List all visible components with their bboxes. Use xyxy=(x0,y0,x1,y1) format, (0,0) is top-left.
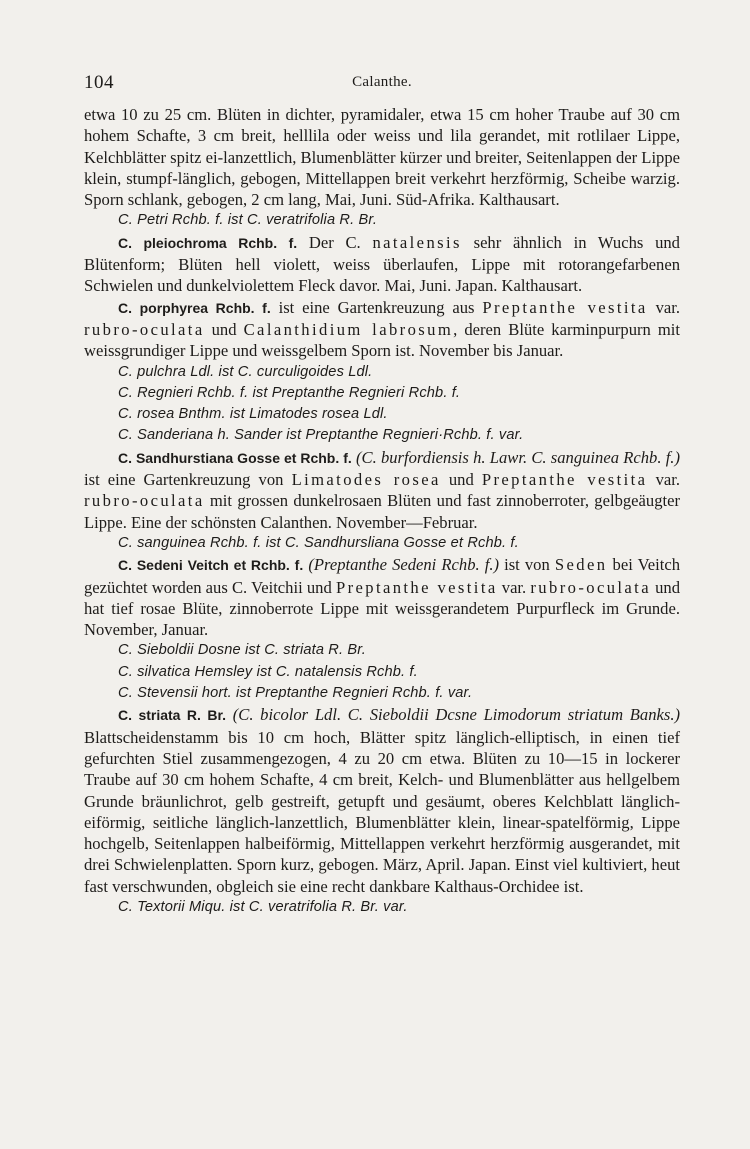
text-segment: var. xyxy=(647,297,680,317)
page-number: 104 xyxy=(84,72,114,93)
text-segment: und xyxy=(204,319,244,339)
synonym-citation: (C. burfordiensis h. Lawr. C. sanguinea Rchb. f.) xyxy=(356,447,680,467)
text-segment xyxy=(226,705,233,724)
synonym-line xyxy=(84,683,680,704)
species-entry xyxy=(84,447,680,533)
spaced-name: natalensis xyxy=(372,232,462,252)
spaced-name: rubro-oculata xyxy=(530,577,651,597)
synonym-line xyxy=(84,533,680,554)
text-segment: etwa 10 zu 25 cm. Blüten in dichter, pyramidaler, etwa 15 cm hoher Traube auf 30 cm hohem Schafte, 3 cm breit, helllila oder weiss und lila gerandet, mit rotlilaer Lippe, Kelchblätter spitz ei-lanzettlich, Blumenblätter kürzer und breiter, Seitenlappen der Lippe klein, stumpf-länglich, gebogen, Mittellappen breit verkehrt herzförmig, Scheibe warzig. Sporn schlank, gebogen, 2 cm lang, Mai, Juni. Süd-Afrika. Kalthausart. xyxy=(84,105,681,210)
species-entry xyxy=(84,704,680,897)
synonym-line xyxy=(84,404,680,425)
synonym-line xyxy=(84,640,680,661)
body-text xyxy=(84,104,680,918)
synonym-citation: (C. bicolor Ldl. C. Sieboldii Dcsne Limodorum striatum Banks.) xyxy=(232,705,680,725)
synonym-line xyxy=(84,210,680,231)
text-segment: und xyxy=(440,470,482,490)
spaced-name: rubro-oculata xyxy=(84,491,205,511)
text-segment: , deren Blüte karminpurpurn mit weissgrundiger Lippe und weissgelbem Sporn ist. November bis Januar. xyxy=(84,319,681,361)
text-segment: C. Textorii Miqu. ist C. veratrifolia R. Br. var. xyxy=(118,898,408,915)
text-segment: C. silvatica Hemsley ist C. natalensis Rchb. f. xyxy=(118,663,418,680)
species-name: C. Sandhurstiana Gosse et Rchb. f. xyxy=(118,449,352,466)
text-segment: C. Sanderiana h. Sander ist Preptanthe Regnieri·Rchb. f. var. xyxy=(118,427,524,444)
text-segment: Der C. xyxy=(297,232,373,252)
text-segment: C. sanguinea Rchb. f. ist C. Sandhursliana Gosse et Rchb. f. xyxy=(118,534,519,551)
species-entry xyxy=(84,297,680,362)
spaced-name: Preptanthe vestita xyxy=(335,577,498,597)
synonym-line xyxy=(84,425,680,446)
synonym-line xyxy=(84,383,680,404)
text-segment: Blattscheidenstamm bis 10 cm hoch, Blätter spitz länglich-elliptisch, in einen tief gefurchten Stiel zusammengezogen, 4 zu 20 cm etwa. Blüten zu 10—15 in lockerer Traube auf 30 cm hohem Schafte, 4 cm breit, Kelch- und Blumenblätter aus hellgelbem Grunde bräunlichrot, gelb gestreift, getupft und gesäumt, oberes Kelchblatt länglich-eiförmig, seitliche länglich-lanzettlich, Blumenblätter klein, linear-spatelförmig, Lippe hochgelb, Seitenlappen halbeiförmig, Mittellappen verkehrt herzförmig ausgerandet, mit drei Schwielenplatten. Sporn kurz, gebogen. März, April. Japan. Einst viel kultiviert, heut fast verschwunden, obgleich sie eine recht dankbare Kalthaus-Orchidee ist. xyxy=(84,727,680,896)
species-name: C. Sedeni Veitch et Rchb. f. xyxy=(118,557,304,574)
text-segment: bei Veitch gezüchtet worden aus C. Veitchii und xyxy=(84,555,680,597)
species-entry xyxy=(84,554,680,640)
species-name: C. striata R. Br. xyxy=(118,707,227,724)
text-segment: sehr ähnlich in Wuchs und Blütenform; Blüten hell violett, weiss überlaufen, Lippe mit rotorangefarbenen Schwielen und dunkelviolettem Fleck davor. Mai, Juni. Japan. Kalthausart. xyxy=(84,232,680,296)
text-segment: var. xyxy=(647,470,680,490)
continued-paragraph xyxy=(84,104,680,210)
text-segment: C. pulchra Ldl. ist C. curculigoides Ldl. xyxy=(118,363,373,380)
page-header xyxy=(84,72,680,96)
text-segment: ist von xyxy=(499,555,555,575)
text-segment: mit grossen dunkelrosaen Blüten und fast zinnoberroter, gelbgeäugter Lippe. Eine der schönsten Calanthen. November—Februar. xyxy=(84,491,680,532)
text-segment: C. Stevensii hort. ist Preptanthe Regnieri Rchb. f. var. xyxy=(118,685,473,702)
text-segment: C. Sieboldii Dosne ist C. striata R. Br. xyxy=(118,642,366,659)
species-name: C. pleiochroma Rchb. f. xyxy=(118,234,298,251)
text-segment: C. rosea Bnthm. ist Limatodes rosea Ldl. xyxy=(118,406,388,423)
species-name: C. porphyrea Rchb. f. xyxy=(118,299,271,316)
spaced-name: Calanthidium labrosum xyxy=(243,319,454,339)
synonym-line xyxy=(84,362,680,383)
species-entry xyxy=(84,232,680,297)
text-segment: und hat tief rosae Blüte, zinnoberrote Lippe mit weissgerandetem Purpurfleck im Grunde. November, Januar. xyxy=(84,577,681,640)
text-segment: C. Petri Rchb. f. ist C. veratrifolia R. Br. xyxy=(118,212,378,229)
synonym-citation: (Preptanthe Sedeni Rchb. f.) xyxy=(308,555,500,575)
running-head: Calanthe. xyxy=(352,74,412,90)
spaced-name: rubro-oculata xyxy=(84,319,205,339)
text-segment: var. xyxy=(497,577,531,597)
spaced-name: Limatodes rosea xyxy=(291,470,441,490)
text-segment: ist eine Gartenkreuzung aus xyxy=(270,297,483,317)
spaced-name: Seden xyxy=(554,555,608,575)
synonym-line xyxy=(84,662,680,683)
spaced-name: Preptanthe vestita xyxy=(482,297,648,317)
spaced-name: Preptanthe vestita xyxy=(481,470,648,490)
text-segment: ist eine Gartenkreuzung von xyxy=(84,470,292,490)
synonym-line xyxy=(84,897,680,918)
text-segment: C. Regnieri Rchb. f. ist Preptanthe Regnieri Rchb. f. xyxy=(118,384,461,401)
